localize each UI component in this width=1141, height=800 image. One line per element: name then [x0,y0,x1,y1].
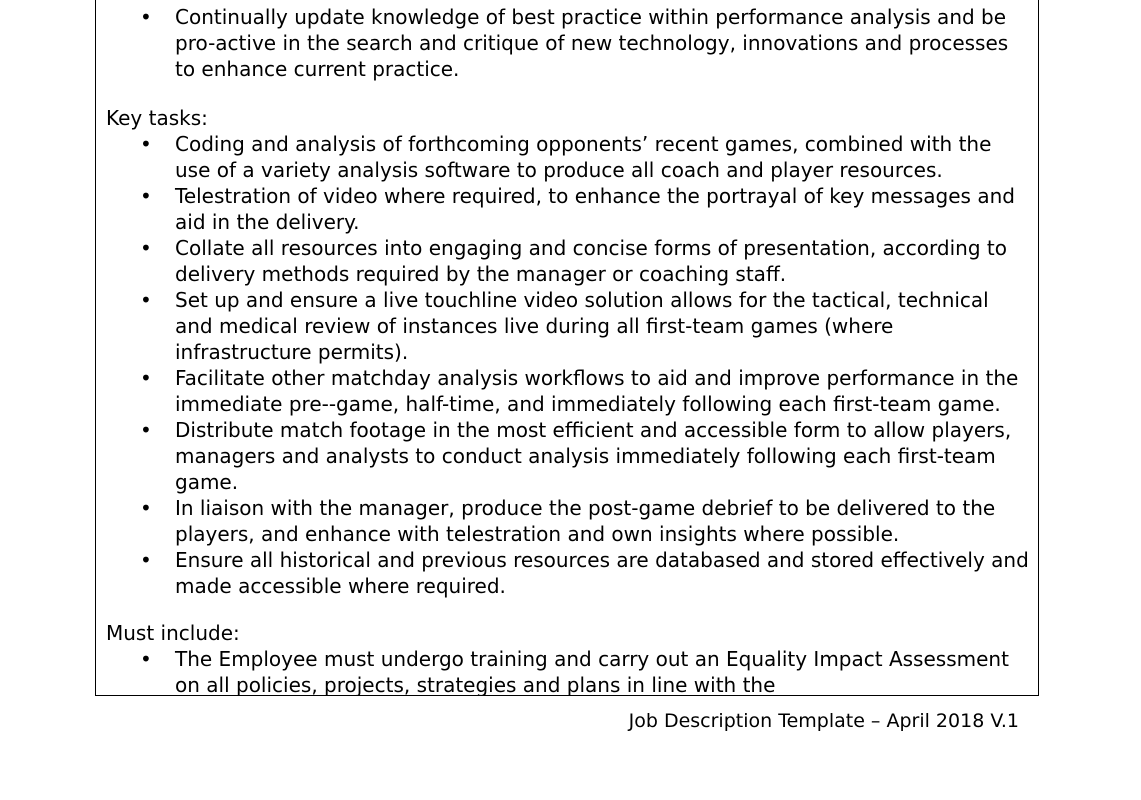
list-item-text: Facilitate other matchday analysis workflows to aid and improve performance in the immediate pre--game, half-time, and immediately following each first-team game. [175,366,1019,416]
bullet-icon: • [140,548,152,572]
list-item [96,646,1038,696]
list-item [96,235,1038,287]
bullet-icon: • [140,647,152,671]
list-item [96,417,1038,495]
intro-bullet-list [96,4,1038,82]
list-item-text: Set up and ensure a live touchline video solution allows for the tactical, technical and medical review of instances live during all first-team games (where infrastructure permits). [175,288,989,364]
list-item-text: Distribute match footage in the most efficient and accessible form to allow players, managers and analysts to conduct analysis immediately following each first-team game. [175,418,1012,494]
key-tasks-list [96,131,1038,599]
job-description-box [95,0,1039,696]
list-item [96,183,1038,235]
list-item [96,365,1038,417]
list-item [96,287,1038,365]
list-item-text: Ensure all historical and previous resources are databased and stored effectively and made accessible where required. [175,548,1029,598]
bullet-icon: • [140,132,152,156]
bullet-icon: • [140,184,152,208]
must-include-list [96,646,1038,696]
page-footer: Job Description Template – April 2018 V.1 [628,710,1019,732]
list-item [96,4,1038,82]
key-tasks-heading: Key tasks: [106,106,208,130]
bullet-icon: • [140,288,152,312]
list-item-text: Collate all resources into engaging and concise forms of presentation, according to delivery methods required by the manager or coaching staff. [175,236,1007,286]
bullet-icon: • [140,236,152,260]
list-item [96,131,1038,183]
list-item-text: Coding and analysis of forthcoming opponents’ recent games, combined with the use of a variety analysis software to produce all coach and player resources. [175,132,992,182]
list-item-text: The Employee must undergo training and carry out an Equality Impact Assessment on all policies, projects, strategies and plans in line with the [175,647,1009,696]
bullet-icon: • [140,418,152,442]
list-item [96,547,1038,599]
bullet-icon: • [140,496,152,520]
list-item-text: Continually update knowledge of best practice within performance analysis and be pro-active in the search and critique of new technology, innovations and processes to enhance current practice. [175,5,1009,81]
bullet-icon: • [140,5,152,29]
bullet-icon: • [140,366,152,390]
list-item-text: Telestration of video where required, to enhance the portrayal of key messages and aid in the delivery. [175,184,1015,234]
list-item-text: In liaison with the manager, produce the post-game debrief to be delivered to the players, and enhance with telestration and own insights where possible. [175,496,996,546]
must-include-heading: Must include: [106,621,240,645]
list-item [96,495,1038,547]
